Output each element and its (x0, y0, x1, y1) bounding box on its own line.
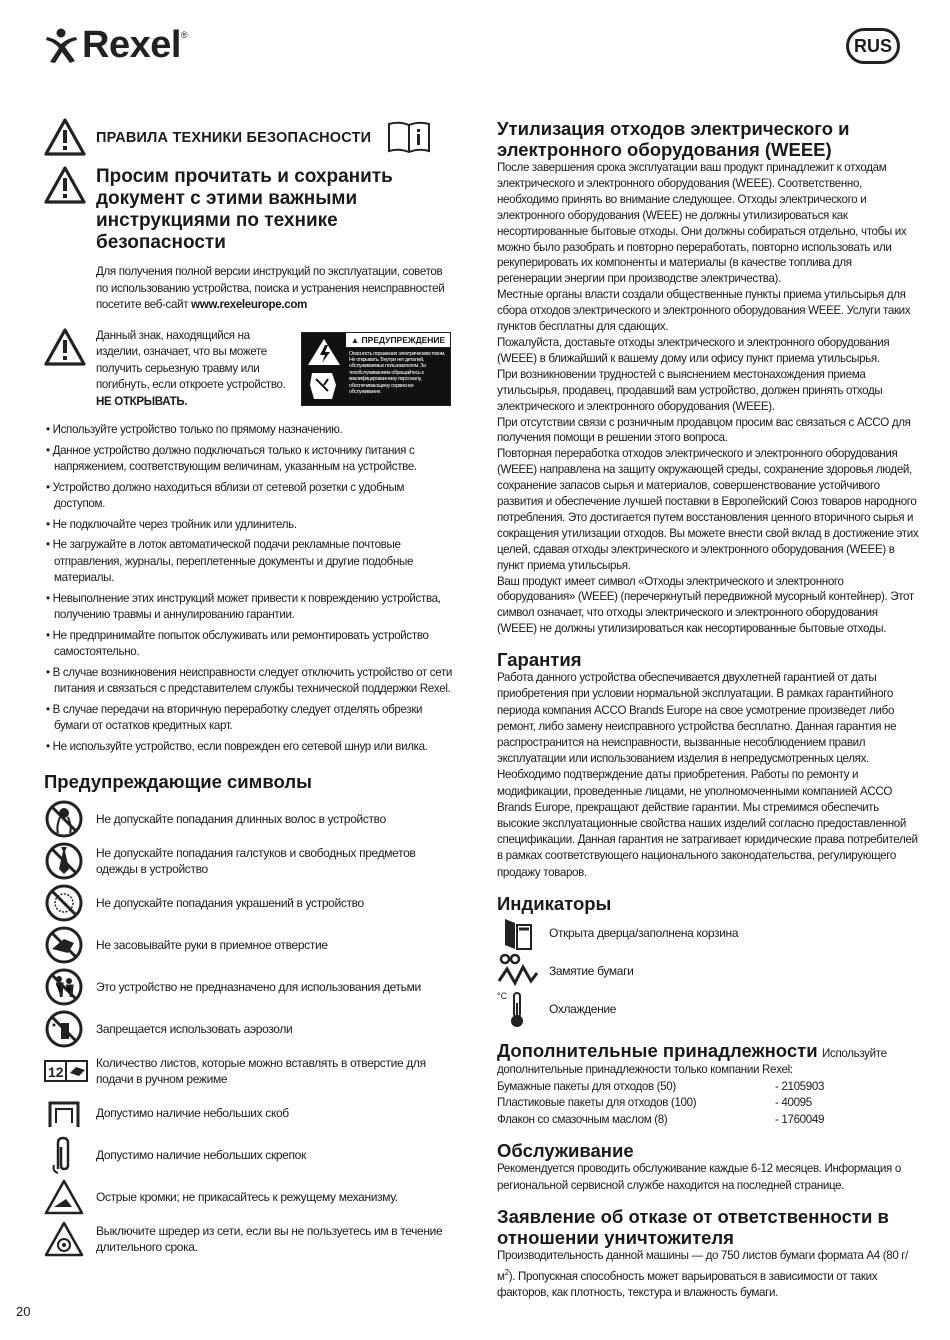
list-item (44, 1176, 456, 1218)
symbol-label: Допустимо наличие небольших скоб (96, 1106, 289, 1120)
accessory-name: Бумажные пакеты для отходов (50) (497, 1079, 676, 1093)
indicators-title: Индикаторы (497, 892, 612, 914)
list-item: • Невыполнение этих инструкций может привести к повреждению устройства, получению травмы и аннулированию гарантии. (46, 591, 441, 621)
list-item (44, 840, 456, 882)
list-item: • Не предпринимайте попыток обслуживать или ремонтировать устройство самостоятельно. (46, 628, 429, 658)
list-item (44, 1134, 456, 1176)
accessories-intro: дополнительные принадлежности только компании Rexel: (497, 1063, 793, 1077)
paragraph: Пожалуйста, доставьте отходы электрического и электронного оборудования (WEEE) в ближайший к вашему дому или офису пункт приема утильсырья. (497, 335, 890, 365)
electric-hazard-icon (302, 333, 346, 405)
disclaimer-title: Заявление об отказе от ответственности в отношении уничтожителя (497, 1206, 889, 1249)
weee-title: Утилизация отходов электрического и электронного оборудования (WEEE) (497, 118, 850, 160)
full-version-text (96, 264, 456, 314)
paragraph: При возникновении трудностей с выяснением местонахождения приема утильсырья, продавец, продавший вам устройство, должен принять отходы электрического и электронного оборудования (WEEE). (497, 367, 883, 413)
list-item (44, 1008, 456, 1050)
warning-symbols-list (44, 798, 456, 1260)
list-item (44, 966, 456, 1008)
symbol-label: Не засовывайте руки в приемное отверстие (96, 938, 328, 952)
indicators-list (497, 914, 919, 1028)
registered-mark: ® (180, 30, 188, 40)
website-link[interactable]: www.rexeleurope.com (191, 298, 308, 311)
list-item (44, 1092, 456, 1134)
list-item (44, 1218, 456, 1260)
list-item (44, 1050, 456, 1092)
symbol-label: Запрещается использовать аэрозоли (96, 1022, 293, 1036)
safety-rules-title: ПРАВИЛА ТЕХНИКИ БЕЗОПАСНОСТИ (96, 130, 372, 146)
accessories-table (497, 1079, 919, 1129)
warning-symbols-title: Предупреждающие символы (44, 771, 312, 792)
superscript: 2 (504, 1267, 509, 1277)
no-aerosol-icon (44, 1009, 88, 1049)
list-item (497, 952, 919, 990)
paragraph: После завершения срока эксплуатации ваш продукт принадлежит к отходам электрического и электронного оборудования (WEEE). Соответственно, необходимо принять во внимание следующее. Отходы электрического и электронного оборудования (WEEE) не должны утилизироваться как несортированные бытовые отходы. Они должны собираться отдельно, чтобы их можно было разобрать и повторно переработать, повторно использовать или рекуперировать их компоненты и материалы (в качестве топлива для регенерации энергии при производстве электричества). (497, 161, 907, 286)
sign-text: Данный знак, находящийся на изделии, означает, что вы можете получить серьезную травму или погибнуть, если откроете устройство. (96, 328, 286, 391)
table-row (497, 1079, 919, 1096)
rexel-logo (44, 24, 188, 67)
list-item: • Устройство должно находиться вблизи от сетевой розетки с удобным доступом. (46, 480, 405, 510)
indicator-label: Замятие бумаги (549, 963, 634, 978)
brand-name: Rexel (82, 24, 181, 66)
paragraph: При отсутствии связи с розничным продавцом просим вас связаться с ACCO для получения помощи в решении этого вопроса. (497, 415, 911, 445)
language-badge: RUS (846, 28, 900, 64)
table-row (497, 1095, 919, 1112)
accessories-heading (497, 1040, 919, 1063)
paragraph: Повторная переработка отходов электрического и электронного оборудования (WEEE) направлена на защиту окружающей среды, сохранение здоровья людей, сохранение запасов сырья и материалов, совершенствование устойчивого развития и обеспечение лучшей поставки в Европейский Союз товаров народного потребления. Это достигается путем восстановления ценного вторичного сырья и сокращения утилизации отходов. Вы можете внести свой вклад в достижение этих целей, сдавая отходы электрического и электронного оборудования (WEEE) в пункт приема утильсырья. (497, 447, 919, 572)
warning-label-body: Опасность поражения электрическим током. Не открывать. Внутри нет деталей, обслуживаемых пользователем. За техобслуживанием обращайтесь к квалифицированному персоналу, обеспечивающему сервисное обслуживание. (346, 348, 450, 405)
no-children-icon (44, 967, 88, 1007)
svg-text:°C: °C (497, 990, 508, 1001)
indicator-label: Открыта дверца/заполнена корзина (549, 925, 739, 940)
list-item (497, 914, 919, 952)
paper-jam-icon (497, 951, 541, 991)
page-number: 20 (16, 1304, 31, 1319)
sheet-count-badge: 12 (48, 1064, 64, 1080)
accessory-code: - 2105903 (775, 1079, 825, 1093)
warning-label (301, 332, 451, 406)
symbol-label: Не допускайте попадания галстуков и свободных предметов одежды в устройство (96, 846, 416, 876)
accessories-title: Дополнительные принадлежности (497, 1039, 818, 1061)
warning-label-title: ▲ ПРЕДУПРЕЖДЕНИЕ (346, 333, 450, 348)
list-item: • Используйте устройство только по прямому назначению. (46, 423, 343, 436)
list-item: • Не подключайте через тройник или удлинитель. (46, 517, 297, 531)
list-item: • В случае передачи на вторичную переработку следует отделять обрезки бумаги от остатков кредитных карт. (46, 702, 423, 732)
accessories-intro-tail: Используйте (822, 1046, 887, 1060)
warranty-text: Работа данного устройства обеспечивается двухлетней гарантией от даты приобретения при условии нормальной эксплуатации. В рамках гарантийного периода компания ACCO Brands Europe на свое усмотрение произведет либо ремонт, либо замену неисправного устройства бесплатно. Данная гарантия не распространится на неисправности, вызванные несоблюдением правил эксплуатации или использованием изделия в непредусмотренных целях. Необходимо подтверждение даты приобретения. Работы по ремонту и модификации, проведенные лицами, не уполномоченными компанией ACCO Brands Europe, прекращают действие гарантии. Мы стремимся обеспечить высокие эксплуатационные свойства наших изделий согласно предоставленной спецификации. Данная гарантия не затрагивает юридические права потребителей в рамках соответствующего национального законодательства, регулирующего продажу товаров. (497, 671, 918, 879)
service-text: Рекомендуется проводить обслуживание каждые 6-12 месяцев. Информация о региональной сервисной службе находится на последней странице. (497, 1162, 901, 1192)
accessory-name: Флакон со смазочным маслом (8) (497, 1112, 668, 1126)
warning-triangle-icon (44, 118, 86, 156)
paragraph: Ваш продукт имеет символ «Отходы электрического и электронного оборудования» (WEEE) (перечеркнутый передвижной мусорный контейнер). Этот символ означает, что отходы электрического и электронного оборудования (WEEE) не должны утилизироваться как несортированные бытовые отходы. (497, 574, 914, 636)
symbol-label: Допустимо наличие небольших скрепок (96, 1148, 306, 1162)
warning-triangle-icon (44, 328, 86, 366)
no-hair-icon (44, 799, 88, 839)
symbol-label: Количество листов, которые можно вставлять в отверстие для подачи в ручном режиме (96, 1056, 426, 1086)
indicator-label: Охлаждение (549, 1001, 617, 1016)
list-item: • В случае возникновения неисправности следует отключить устройство от сети питания и связаться с представителем службы технической поддержки Rexel. (46, 665, 453, 695)
safety-bullet-list (44, 422, 456, 755)
sharp-edge-icon (44, 1177, 88, 1217)
sign-warning-text (96, 328, 291, 411)
list-item: • Данное устройство должно подключаться только к источнику питания с напряжением, соответствующим величинам, указанным на устройстве. (46, 443, 417, 473)
accessory-name: Пластиковые пакеты для отходов (100) (497, 1096, 697, 1110)
right-column (497, 118, 919, 1302)
accessory-code: - 40095 (775, 1096, 812, 1110)
accessory-code: - 1760049 (775, 1112, 825, 1126)
no-tie-icon (44, 841, 88, 881)
sheet-count-icon (44, 1051, 88, 1091)
symbol-label: Не допускайте попадания длинных волос в устройство (96, 812, 386, 826)
list-item (44, 924, 456, 966)
staple-icon (44, 1093, 88, 1133)
symbol-label: Не допускайте попадания украшений в устройство (96, 896, 364, 910)
warranty-title: Гарантия (497, 649, 582, 671)
door-open-bin-full-icon (497, 913, 541, 953)
list-item: • Не используйте устройство, если поврежден его сетевой шнур или вилка. (46, 739, 428, 753)
full-version-body: Для получения полной версии инструкций по эксплуатации, советов по использованию устройства, поиска и устранения неисправностей посетите веб-сайт (96, 265, 445, 311)
thermometer-icon (497, 989, 541, 1029)
unplug-icon (44, 1219, 88, 1259)
disclaimer-text (497, 1248, 919, 1301)
left-column (44, 118, 456, 1260)
no-hands-icon (44, 925, 88, 965)
disclaimer-part-b: ). Пропускная способность может варьироваться в зависимости от таких факторов, как плотность, текстура и влажность бумаги. (497, 1269, 878, 1300)
list-item (497, 990, 919, 1028)
warning-triangle-icon (44, 166, 86, 204)
manual-info-icon (387, 120, 431, 154)
paragraph: Местные органы власти создали общественные пункты приема утильсырья для сбора отходов электрического и электронного оборудования WEEE. Услуги таких пунктов бесплатны для сдающих. (497, 288, 911, 334)
no-jewelry-icon (44, 883, 88, 923)
list-item (44, 882, 456, 924)
disclaimer-part-a: Производительность данной машины — до 750 листов бумаги формата A4 (80 г/м (497, 1249, 909, 1283)
symbol-label: Это устройство не предназначено для использования детьми (96, 980, 421, 994)
symbol-label: Выключите шредер из сети, если вы не пользуетесь им в течение длительного срока. (96, 1224, 443, 1254)
do-not-open-text: НЕ ОТКРЫВАТЬ. (96, 394, 188, 408)
paperclip-icon (44, 1135, 88, 1175)
weee-text (497, 160, 919, 637)
table-row (497, 1112, 919, 1129)
rexel-figure-icon (44, 28, 78, 64)
list-item (44, 798, 456, 840)
symbol-label: Острые кромки; не прикасайтесь к режущему механизму. (96, 1190, 398, 1204)
service-title: Обслуживание (497, 1140, 634, 1162)
please-read-title: Просим прочитать и сохранить документ с этими важными инструкциями по технике безопасности (96, 166, 393, 253)
list-item: • Не загружайте в лоток автоматической подачи рекламные почтовые отправления, журналы, переплетенные документы и другие подобные материалы. (46, 538, 414, 584)
